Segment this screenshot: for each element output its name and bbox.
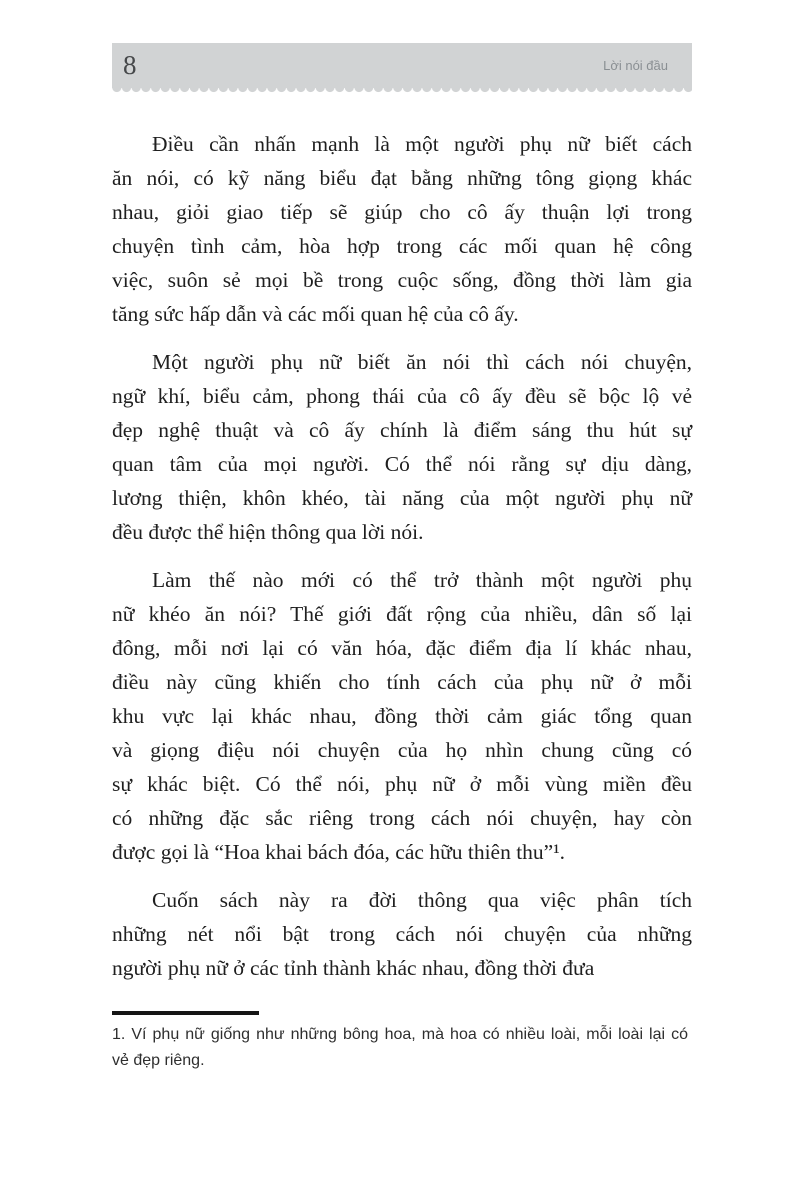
paragraph [112, 345, 692, 549]
text-line: Làm thế nào mới có thể trở thành một người phụ [152, 568, 692, 592]
text-line: lương thiện, khôn khéo, tài năng của một người phụ nữ [112, 486, 692, 510]
text-line: Cuốn sách này ra đời thông qua việc phân tích [152, 888, 692, 912]
text-line: ăn nói, có kỹ năng biểu đạt bằng những tông giọng khác [112, 166, 692, 190]
paragraph [112, 127, 692, 331]
text-line: những nét nổi bật trong cách nói chuyện của những [112, 922, 692, 946]
footnote-text [112, 1022, 688, 1074]
text-line: và giọng điệu nói chuyện của họ nhìn chung cũng có [112, 738, 692, 762]
text-line: quan tâm của mọi người. Có thể nói rằng sự dịu dàng, [112, 452, 692, 476]
text-line: đông, mỗi nơi lại có văn hóa, đặc điểm địa lí khác nhau, [112, 636, 692, 660]
text-line: khu vực lại khác nhau, đồng thời cảm giác tổng quan [112, 704, 692, 728]
footnote-line: 1. Ví phụ nữ giống như những bông hoa, mà hoa có nhiều loài, mỗi loài lại có [112, 1026, 688, 1043]
text-line: chuyện tình cảm, hòa hợp trong các mối quan hệ công [112, 234, 692, 258]
text-line: nhau, giỏi giao tiếp sẽ giúp cho cô ấy thuận lợi trong [112, 200, 692, 224]
text-line: Một người phụ nữ biết ăn nói thì cách nói chuyện, [152, 350, 692, 374]
text-line: Điều cần nhấn mạnh là một người phụ nữ biết cách [152, 132, 692, 156]
text-line: điều này cũng khiến cho tính cách của phụ nữ ở mỗi [112, 670, 692, 694]
page-number: 8 [123, 50, 137, 80]
paragraph [112, 563, 692, 869]
page-header [112, 43, 692, 88]
footnote-rule [112, 1011, 259, 1015]
text-line: đẹp nghệ thuật và cô ấy chính là điểm sáng thu hút sự [112, 418, 692, 442]
text-line: việc, suôn sẻ mọi bề trong cuộc sống, đồng thời làm gia [112, 268, 692, 292]
body-text [112, 127, 692, 985]
chapter-title: Lời nói đầu [603, 58, 668, 73]
text-line: người phụ nữ ở các tỉnh thành khác nhau, đồng thời đưa [112, 956, 595, 980]
footnote [112, 1011, 688, 1074]
paragraph [112, 883, 692, 985]
text-line: nữ khéo ăn nói? Thế giới đất rộng của nhiều, dân số lại [112, 602, 692, 626]
text-line: tăng sức hấp dẫn và các mối quan hệ của cô ấy. [112, 302, 519, 326]
text-line: đều được thể hiện thông qua lời nói. [112, 520, 424, 544]
text-line: sự khác biệt. Có thể nói, phụ nữ ở mỗi vùng miền đều [112, 772, 692, 796]
text-line: ngữ khí, biểu cảm, phong thái của cô ấy đều sẽ bộc lộ vẻ [112, 384, 692, 408]
text-line: có những đặc sắc riêng trong cách nói chuyện, hay còn [112, 806, 692, 830]
text-line: được gọi là “Hoa khai bách đóa, các hữu thiên thu”¹. [112, 840, 566, 864]
footnote-line: vẻ đẹp riêng. [112, 1052, 205, 1069]
